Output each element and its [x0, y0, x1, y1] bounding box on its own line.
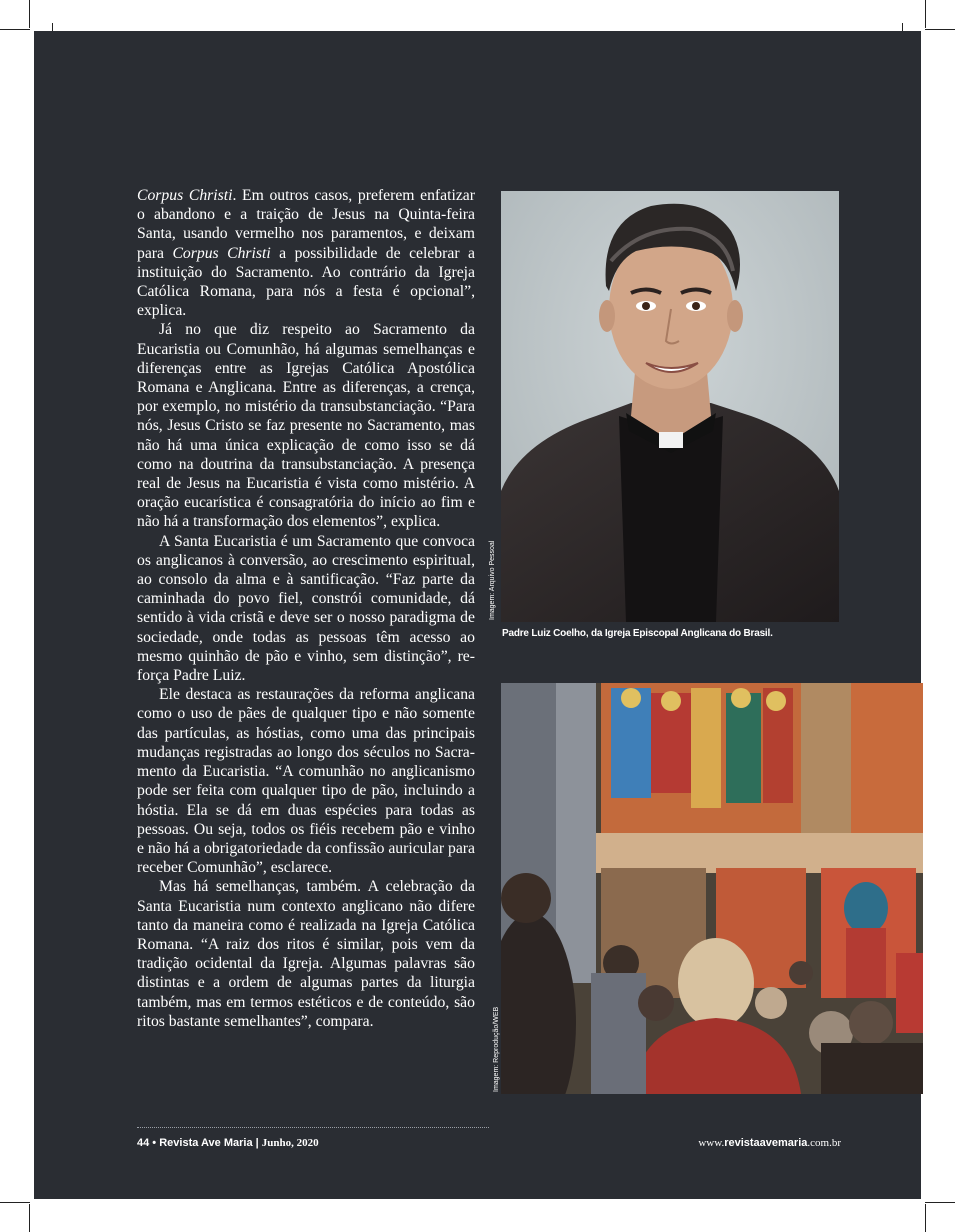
- paragraph-3: A Santa Eucaristia é um Sacramento que convoca os anglicanos à conversão, ao crescimento espiritual, ao consolo da alma e à santificação. “Faz parte da caminhada do povo fiel, constrói comunidade, dá sentido à vida cristã e deve ser o nosso paradigma de sociedade, onde todas as pessoas têm acesso ao mesmo quinhão de pão e vinho, sem distinção”, reforça Padre Luiz.: [137, 532, 475, 685]
- priest-portrait-photo: [501, 191, 839, 622]
- footer-left: 44 • Revista Ave Maria | Junho, 2020: [137, 1137, 319, 1149]
- footer-separator: |: [255, 1137, 259, 1149]
- page-number: 44: [137, 1137, 150, 1149]
- priest-portrait-illustration: [501, 191, 839, 622]
- footer-divider: [137, 1127, 489, 1128]
- crop-mark: [925, 0, 926, 28]
- church-interior-photo: [501, 683, 923, 1094]
- crop-mark: [0, 29, 30, 30]
- paragraph-1: Corpus Christi. Em outros casos, preferem enfatizar o abandono e a traição de Jesus na Quinta-feira Santa, usando vermelho nos paramentos, e deixam para Corpus Christi a possibilidade de celebrar a instituição do Sacramento. Ao contrário da Igreja Católica Romana, para nós a festa é opcional”, explica.: [137, 187, 475, 320]
- crop-mark: [29, 1204, 30, 1232]
- crop-mark: [925, 1204, 926, 1232]
- crop-mark: [0, 1202, 30, 1203]
- website-link[interactable]: www.revistaavemaria.com.br: [698, 1137, 841, 1149]
- church-interior-illustration: [501, 683, 923, 1094]
- paragraph-5: Mas há semelhanças, também. A celebração da Santa Eucaristia num contexto anglicano não difere tanto da maneira como é realizada na Igreja Católica Romana. “A raiz dos ritos é similar, pois vem da tradição ocidental da Igreja. Algumas palavras são distintas e a ordem de algumas partes da liturgia também, mas em termos estéticos e de conteúdo, são ritos bastante semelhantes”, compara.: [137, 878, 475, 1030]
- magazine-name: Revista Ave Maria: [159, 1137, 253, 1149]
- paragraph-2: Já no que diz respeito ao Sacramento da Eucaristia ou Comunhão, há algumas semelhanças e diferenças entre as Igrejas Católica Apostólica Romana e Anglicana. Entre as diferenças, a crença, por exemplo, no mistério da transubstanciação. “Para nós, Jesus Cristo se faz presente no Sacramento, mas não há uma única explicação de como isso se dá como na doutrina da transubstanciação. A presença real de Jesus na Eucaristia é vista como mistério. A oração eucarística é consagratória do início ao fim e não há a transformação dos elementos”, explica.: [137, 321, 475, 531]
- paragraph-4: Ele destaca as restaurações da reforma anglicana como o uso de pães de qualquer tipo e não somente das partículas, as hóstias, como uma das principais mudanças registradas ao longo dos séculos no Sacramento da Eucaristia. “A comunhão no anglicanismo pode ser feita com qualquer tipo de pão, incluindo a hóstia. Ela se dá em duas espécies para todas as pessoas. Ou seja, todos os fiéis recebem pão e vinho e não há a obrigatoriedade da confissão auricular para receber Comunhão”, esclarece.: [137, 686, 475, 877]
- crop-mark: [925, 1202, 955, 1203]
- photo-caption: Padre Luiz Coelho, da Igreja Episcopal Anglicana do Brasil.: [502, 628, 773, 639]
- crop-mark: [29, 0, 30, 28]
- photo-credit-portrait: Imagem: Arquivo Pessoal: [489, 540, 496, 620]
- article-text: [137, 186, 475, 1031]
- photo-credit-church: Imagem: Reprodução/WEB: [493, 1006, 500, 1092]
- crop-mark: [925, 29, 955, 30]
- issue-date: Junho, 2020: [261, 1137, 319, 1149]
